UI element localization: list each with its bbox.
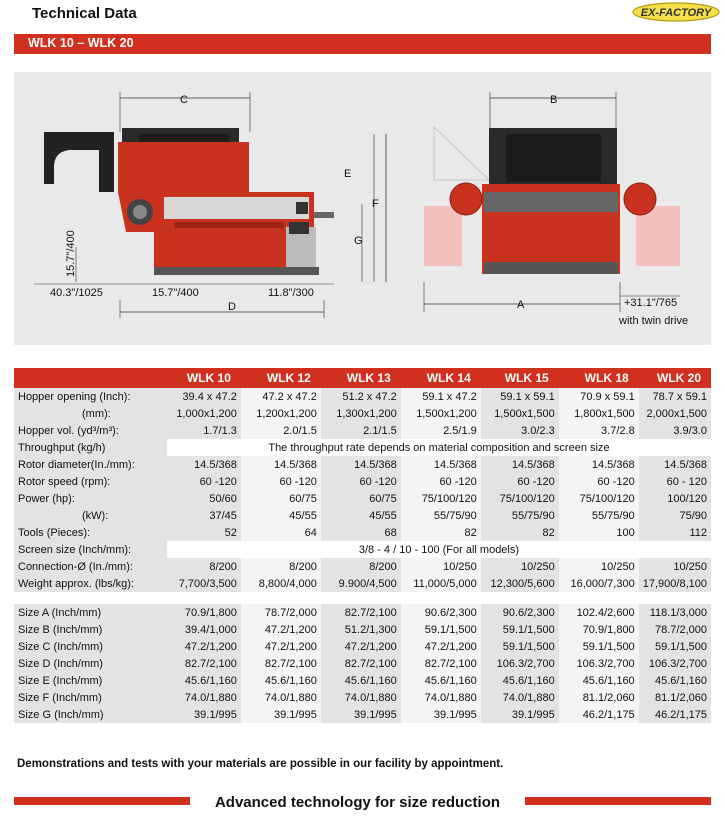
table-cell: 45.6/1,160 xyxy=(167,672,241,689)
table-cell: 59.1 x 59.1 xyxy=(481,388,559,405)
table-cell: 51.2/1,300 xyxy=(321,621,401,638)
model-header: WLK 14 xyxy=(401,368,481,388)
table-cell: 1,500x1,500 xyxy=(481,405,559,422)
table-cell: 90.6/2,300 xyxy=(401,604,481,621)
row-label: Rotor diameter(In./mm): xyxy=(14,456,167,473)
dim-label-c: C xyxy=(180,94,188,106)
table-cell: 39.1/995 xyxy=(481,706,559,723)
table-cell: 70.9/1,800 xyxy=(559,621,639,638)
table-cell: 60 -120 xyxy=(321,473,401,490)
table-cell: 81.1/2,060 xyxy=(559,689,639,706)
row-label: Rotor speed (rpm): xyxy=(14,473,167,490)
row-label: Connection-Ø (In./mm): xyxy=(14,558,167,575)
table-row xyxy=(14,422,711,439)
dim-label-f: F xyxy=(372,198,379,210)
table-cell: 1,300x1,200 xyxy=(321,405,401,422)
table-cell: 74.0/1,880 xyxy=(481,689,559,706)
table-row xyxy=(14,541,711,558)
dim-height: 15.7"/400 xyxy=(65,230,77,277)
dim-label-e: E xyxy=(344,168,352,180)
table-row xyxy=(14,672,711,689)
table-cell: 100 xyxy=(559,524,639,541)
model-header: WLK 10 xyxy=(167,368,241,388)
logo-text: EX-FACTORY xyxy=(640,7,712,19)
table-cell: 102.4/2,600 xyxy=(559,604,639,621)
table-cell: 39.1/995 xyxy=(241,706,321,723)
table-cell: 78.7/2,000 xyxy=(241,604,321,621)
table-cell: 7,700/3,500 xyxy=(167,575,241,592)
table-cell: 75/100/120 xyxy=(401,490,481,507)
table-cell: 45.6/1,160 xyxy=(401,672,481,689)
table-cell: 82.7/2,100 xyxy=(241,655,321,672)
dim-mid: 15.7"/400 xyxy=(152,287,199,299)
table-cell: 55/75/90 xyxy=(559,507,639,524)
table-cell: 47.2/1,200 xyxy=(401,638,481,655)
table-cell: 10/250 xyxy=(639,558,711,575)
table-cell: 82.7/2,100 xyxy=(321,604,401,621)
table-cell: 45.6/1,160 xyxy=(559,672,639,689)
row-label: Size D (Inch/mm) xyxy=(14,655,167,672)
dim-label-d: D xyxy=(228,301,236,313)
row-label: Size B (Inch/mm) xyxy=(14,621,167,638)
table-cell: 2.0/1.5 xyxy=(241,422,321,439)
page-title: Technical Data xyxy=(32,5,137,22)
dim-left: 40.3"/1025 xyxy=(50,287,103,299)
tagline: Advanced technology for size reduction xyxy=(190,792,525,814)
table-cell: 59.1/1,500 xyxy=(481,621,559,638)
table-cell: 90.6/2,300 xyxy=(481,604,559,621)
model-header: WLK 12 xyxy=(241,368,321,388)
table-cell: 10/250 xyxy=(481,558,559,575)
table-cell: 52 xyxy=(167,524,241,541)
table-cell: 75/100/120 xyxy=(559,490,639,507)
table-cell: 74.0/1,880 xyxy=(401,689,481,706)
table-row xyxy=(14,638,711,655)
table-cell: 45.6/1,160 xyxy=(481,672,559,689)
row-label: Weight approx. (lbs/kg): xyxy=(14,575,167,592)
dim-label-a: A xyxy=(517,299,525,311)
table-cell: 1,000x1,200 xyxy=(167,405,241,422)
table-cell: 106.3/2,700 xyxy=(481,655,559,672)
table-cell: 47.2/1,200 xyxy=(241,638,321,655)
table-cell: 74.0/1,880 xyxy=(241,689,321,706)
row-label: Hopper vol. (yd³/m³): xyxy=(14,422,167,439)
table-cell: 59.1/1,500 xyxy=(401,621,481,638)
table-cell: 68 xyxy=(321,524,401,541)
table-cell: 50/60 xyxy=(167,490,241,507)
table-cell: 60 -120 xyxy=(481,473,559,490)
table-cell: 60/75 xyxy=(321,490,401,507)
table-cell: 60 - 120 xyxy=(639,473,711,490)
table-cell: 14.5/368 xyxy=(639,456,711,473)
table-cell: 37/45 xyxy=(167,507,241,524)
table-cell: 14.5/368 xyxy=(559,456,639,473)
front-view xyxy=(424,92,688,327)
table-cell: 8/200 xyxy=(167,558,241,575)
table-cell: 106.3/2,700 xyxy=(559,655,639,672)
banner-title: WLK 10 – WLK 20 xyxy=(28,36,134,50)
spec-table xyxy=(14,368,711,723)
table-cell: 14.5/368 xyxy=(401,456,481,473)
table-cell: 59.1/1,500 xyxy=(639,638,711,655)
header-blank xyxy=(14,368,167,388)
table-row xyxy=(14,655,711,672)
table-separator xyxy=(14,592,711,604)
table-cell: 60/75 xyxy=(241,490,321,507)
table-cell: 60 -120 xyxy=(241,473,321,490)
table-cell: 17,900/8,100 xyxy=(639,575,711,592)
row-span-value: 3/8 - 4 / 10 - 100 (For all models) xyxy=(358,543,520,556)
model-header: WLK 18 xyxy=(559,368,639,388)
table-cell: 2.5/1.9 xyxy=(401,422,481,439)
table-cell: 74.0/1,880 xyxy=(321,689,401,706)
table-cell: 1,800x1,500 xyxy=(559,405,639,422)
model-header: WLK 20 xyxy=(639,368,711,388)
table-row xyxy=(14,604,711,621)
table-cell: 74.0/1,880 xyxy=(167,689,241,706)
table-row xyxy=(14,621,711,638)
dim-twin: +31.1"/765 xyxy=(624,297,678,309)
table-cell: 9.900/4,500 xyxy=(321,575,401,592)
row-label: Screen size (Inch/mm): xyxy=(14,541,167,558)
table-cell: 55/75/90 xyxy=(481,507,559,524)
table-cell: 118.1/3,000 xyxy=(639,604,711,621)
table-cell: 78.7/2,000 xyxy=(639,621,711,638)
table-cell: 2,000x1,500 xyxy=(639,405,711,422)
table-cell: 70.9/1,800 xyxy=(167,604,241,621)
model-header-row xyxy=(14,368,711,388)
table-cell: 47.2/1,200 xyxy=(321,638,401,655)
table-cell: 1,200x1,200 xyxy=(241,405,321,422)
table-cell: 1,500x1,200 xyxy=(401,405,481,422)
table-cell: 39.4/1,000 xyxy=(167,621,241,638)
table-cell: 1.7/1.3 xyxy=(167,422,241,439)
dim-label-g: G xyxy=(354,235,363,247)
table-cell: 82.7/2,100 xyxy=(167,655,241,672)
table-cell: 2.1/1.5 xyxy=(321,422,401,439)
table-cell: 14.5/368 xyxy=(167,456,241,473)
table-cell: 82.7/2,100 xyxy=(321,655,401,672)
table-cell: 47.2 x 47.2 xyxy=(241,388,321,405)
table-cell: 106.3/2,700 xyxy=(639,655,711,672)
model-header: WLK 13 xyxy=(321,368,401,388)
table-cell: 112 xyxy=(639,524,711,541)
table-row xyxy=(14,689,711,706)
table-cell: 10/250 xyxy=(559,558,639,575)
table-cell: 39.1/995 xyxy=(401,706,481,723)
table-cell: 59.1/1,500 xyxy=(559,638,639,655)
row-label: (mm): xyxy=(14,405,167,422)
table-cell: 3.7/2.8 xyxy=(559,422,639,439)
table-cell: 70.9 x 59.1 xyxy=(559,388,639,405)
table-cell: 11,000/5,000 xyxy=(401,575,481,592)
table-cell: 55/75/90 xyxy=(401,507,481,524)
row-label: Size C (Inch/mm) xyxy=(14,638,167,655)
row-label: Size G (Inch/mm) xyxy=(14,706,167,723)
table-cell: 75/100/120 xyxy=(481,490,559,507)
table-cell: 45.6/1,160 xyxy=(241,672,321,689)
table-cell: 81.1/2,060 xyxy=(639,689,711,706)
row-label: Hopper opening (Inch): xyxy=(14,388,167,405)
table-cell: 47.2/1,200 xyxy=(167,638,241,655)
table-cell: 14.5/368 xyxy=(321,456,401,473)
table-cell: 51.2 x 47.2 xyxy=(321,388,401,405)
table-row xyxy=(14,439,711,456)
dim-label-b: B xyxy=(550,94,558,106)
table-cell: 45.6/1,160 xyxy=(321,672,401,689)
table-cell: 16,000/7,300 xyxy=(559,575,639,592)
table-row xyxy=(14,575,711,592)
table-cell: 46.2/1,175 xyxy=(559,706,639,723)
table-cell: 8/200 xyxy=(241,558,321,575)
row-label: Throughput (kg/h) xyxy=(14,439,167,456)
table-cell: 60 -120 xyxy=(167,473,241,490)
table-cell: 82 xyxy=(401,524,481,541)
table-row xyxy=(14,473,711,490)
table-cell: 64 xyxy=(241,524,321,541)
table-cell: 10/250 xyxy=(401,558,481,575)
model-header: WLK 15 xyxy=(481,368,559,388)
table-cell: 12,300/5,600 xyxy=(481,575,559,592)
table-row xyxy=(14,490,711,507)
table-row xyxy=(14,405,711,422)
row-label: Size A (Inch/mm) xyxy=(14,604,167,621)
technical-drawing xyxy=(14,72,711,345)
table-row xyxy=(14,558,711,575)
table-cell: 45/55 xyxy=(321,507,401,524)
side-view xyxy=(34,92,386,318)
table-cell: 60 -120 xyxy=(559,473,639,490)
table-cell: 39.4 x 47.2 xyxy=(167,388,241,405)
row-label: Size F (Inch/mm) xyxy=(14,689,167,706)
table-cell: 8,800/4,000 xyxy=(241,575,321,592)
table-cell: 3.9/3.0 xyxy=(639,422,711,439)
table-cell: 14.5/368 xyxy=(241,456,321,473)
table-row xyxy=(14,706,711,723)
table-cell: 75/90 xyxy=(639,507,711,524)
table-row xyxy=(14,524,711,541)
table-cell: 59.1/1,500 xyxy=(481,638,559,655)
row-span-value: The throughput rate depends on material composition and screen size xyxy=(268,441,610,454)
table-cell: 82 xyxy=(481,524,559,541)
table-cell: 59.1 x 47.2 xyxy=(401,388,481,405)
table-cell: 3.0/2.3 xyxy=(481,422,559,439)
table-cell: 14.5/368 xyxy=(481,456,559,473)
ex-factory-logo xyxy=(632,2,720,22)
row-label: (kW): xyxy=(14,507,167,524)
twin-caption: with twin drive xyxy=(619,315,689,327)
table-cell: 47.2/1,200 xyxy=(241,621,321,638)
table-row xyxy=(14,388,711,405)
row-label: Size E (Inch/mm) xyxy=(14,672,167,689)
table-cell: 78.7 x 59.1 xyxy=(639,388,711,405)
table-row xyxy=(14,507,711,524)
row-label: Tools (Pieces): xyxy=(14,524,167,541)
table-cell: 39.1/995 xyxy=(167,706,241,723)
table-cell: 45.6/1,160 xyxy=(639,672,711,689)
machine-diagram xyxy=(14,72,711,345)
table-cell: 45/55 xyxy=(241,507,321,524)
row-label: Power (hp): xyxy=(14,490,167,507)
section-banner xyxy=(14,34,711,54)
table-cell: 39.1/995 xyxy=(321,706,401,723)
table-cell: 8/200 xyxy=(321,558,401,575)
table-cell: 100/120 xyxy=(639,490,711,507)
table-cell: 46.2/1,175 xyxy=(639,706,711,723)
table-cell: 60 -120 xyxy=(401,473,481,490)
table-row xyxy=(14,456,711,473)
dim-right: 11.8"/300 xyxy=(268,287,314,299)
footer-note: Demonstrations and tests with your materials are possible in our facility by appointment. xyxy=(17,758,504,770)
table-cell: 82.7/2,100 xyxy=(401,655,481,672)
